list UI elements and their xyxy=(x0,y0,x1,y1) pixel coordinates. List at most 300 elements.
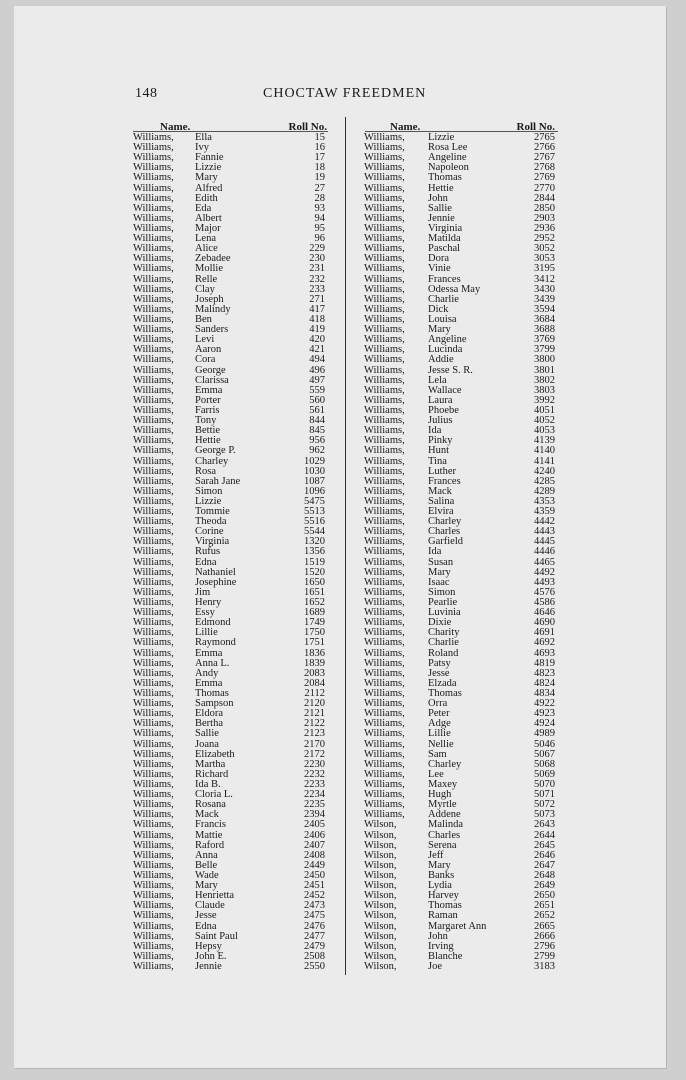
entry-roll-number: 3053 xyxy=(534,253,555,265)
entry-roll-number: 4834 xyxy=(534,688,555,700)
entry-surname: Wilson, xyxy=(364,869,397,881)
entry-roll-number: 417 xyxy=(309,303,325,315)
entry-roll-number: 5475 xyxy=(304,495,325,507)
entry-surname: Williams, xyxy=(364,495,405,507)
entry-surname: Williams, xyxy=(364,728,405,740)
entry-given-name: Mack xyxy=(195,809,219,821)
entry-surname: Williams, xyxy=(133,425,174,437)
entry-surname: Williams, xyxy=(364,627,405,639)
entry-given-name: Luvinia xyxy=(428,607,461,619)
entry-surname: Williams, xyxy=(364,253,405,265)
entry-surname: Wilson, xyxy=(364,839,397,851)
entry-roll-number: 4576 xyxy=(534,586,555,598)
entry-given-name: Lena xyxy=(195,233,216,245)
entry-surname: Williams, xyxy=(364,465,405,477)
entry-surname: Williams, xyxy=(133,344,174,356)
entry-roll-number: 418 xyxy=(309,313,325,325)
entry-given-name: Charley xyxy=(428,758,462,770)
entry-given-name: Vinie xyxy=(428,263,451,275)
entry-roll-number: 419 xyxy=(309,324,325,336)
entry-surname: Williams, xyxy=(133,728,174,740)
entry-surname: Williams, xyxy=(364,647,405,659)
entry-roll-number: 4690 xyxy=(534,617,555,629)
entry-surname: Williams, xyxy=(133,637,174,649)
entry-given-name: Ida xyxy=(428,425,442,437)
entry-roll-number: 2649 xyxy=(534,880,555,892)
entry-roll-number: 845 xyxy=(309,425,325,437)
entry-roll-number: 2767 xyxy=(534,152,555,164)
entry-roll-number: 4140 xyxy=(534,445,555,457)
entry-roll-number: 4446 xyxy=(534,546,555,558)
entry-roll-number: 496 xyxy=(309,364,325,376)
column-divider xyxy=(345,117,346,975)
entry-roll-number: 3195 xyxy=(534,263,555,275)
entry-surname: Williams, xyxy=(133,607,174,619)
entry-roll-number: 229 xyxy=(309,243,325,255)
entry-given-name: Clarissa xyxy=(195,374,229,386)
entry-roll-number: 2172 xyxy=(304,748,325,760)
entry-given-name: Sanders xyxy=(195,324,229,336)
entry-surname: Williams, xyxy=(364,324,405,336)
entry-roll-number: 4359 xyxy=(534,506,555,518)
entry-given-name: Joe xyxy=(428,960,442,972)
entry-surname: Williams, xyxy=(364,718,405,730)
entry-given-name: Alfred xyxy=(195,182,223,194)
entry-surname: Williams, xyxy=(364,152,405,164)
entry-given-name: Relle xyxy=(195,273,218,285)
entry-surname: Williams, xyxy=(364,455,405,467)
entry-roll-number: 2394 xyxy=(304,809,325,821)
roll-entry xyxy=(133,962,333,972)
entry-roll-number: 560 xyxy=(309,394,325,406)
entry-surname: Williams, xyxy=(364,597,405,609)
entry-given-name: Charles xyxy=(428,829,461,841)
entry-surname: Wilson, xyxy=(364,859,397,871)
entry-given-name: Laura xyxy=(428,394,453,406)
entry-roll-number: 2408 xyxy=(304,849,325,861)
entry-roll-number: 5070 xyxy=(534,779,555,790)
entry-surname: Williams, xyxy=(133,859,174,871)
entry-roll-number: 27 xyxy=(314,182,325,194)
right-column xyxy=(364,121,559,972)
entry-roll-number: 4989 xyxy=(534,728,555,740)
entry-given-name: Jesse S. R. xyxy=(428,364,473,376)
entry-roll-number: 1650 xyxy=(304,576,325,588)
entry-surname: Williams, xyxy=(133,374,174,386)
entry-surname: Williams, xyxy=(364,738,405,750)
entry-roll-number: 96 xyxy=(314,233,325,245)
right-roll-list xyxy=(364,133,559,972)
entry-given-name: Josephine xyxy=(195,576,237,588)
entry-surname: Williams, xyxy=(364,586,405,598)
entry-surname: Williams, xyxy=(133,404,174,416)
entry-roll-number: 2769 xyxy=(534,172,555,184)
entry-given-name: Hugh xyxy=(428,789,452,801)
entry-surname: Wilson, xyxy=(364,890,397,902)
entry-surname: Williams, xyxy=(133,849,174,861)
entry-roll-number: 93 xyxy=(314,202,325,214)
entry-surname: Williams, xyxy=(364,273,405,285)
entry-roll-number: 4646 xyxy=(534,607,555,619)
entry-surname: Williams, xyxy=(133,768,174,780)
entry-given-name: Dora xyxy=(428,253,449,265)
entry-surname: Williams, xyxy=(133,869,174,881)
entry-given-name: Maxey xyxy=(428,779,458,790)
entry-surname: Williams, xyxy=(133,415,174,427)
entry-roll-number: 4923 xyxy=(534,708,555,720)
entry-surname: Williams, xyxy=(364,334,405,346)
entry-given-name: Lillie xyxy=(428,728,451,740)
entry-given-name: Ella xyxy=(195,132,212,143)
entry-surname: Williams, xyxy=(133,192,174,204)
entry-surname: Williams, xyxy=(133,880,174,892)
entry-surname: Williams, xyxy=(133,576,174,588)
entry-given-name: Irving xyxy=(428,940,454,952)
entry-roll-number: 2230 xyxy=(304,758,325,770)
entry-roll-number: 233 xyxy=(309,283,325,295)
page-title: CHOCTAW FREEDMEN xyxy=(263,86,427,101)
entry-given-name: Garfield xyxy=(428,536,463,548)
name-column-label: Name. xyxy=(160,121,191,133)
roll-entry xyxy=(133,911,333,921)
entry-given-name: George P. xyxy=(195,445,236,457)
entry-surname: Williams, xyxy=(364,313,405,325)
entry-given-name: Emma xyxy=(195,677,223,689)
entry-given-name: Andy xyxy=(195,667,219,679)
entry-given-name: Margaret Ann xyxy=(428,920,487,932)
entry-surname: Wilson, xyxy=(364,930,397,942)
entry-given-name: Joana xyxy=(195,738,219,750)
entry-given-name: Alice xyxy=(195,243,218,255)
entry-roll-number: 561 xyxy=(309,404,325,416)
entry-given-name: Sarah Jane xyxy=(195,475,241,487)
entry-given-name: Malindy xyxy=(195,303,231,315)
entry-roll-number: 4586 xyxy=(534,597,555,609)
entry-given-name: George xyxy=(195,364,226,376)
entry-roll-number: 231 xyxy=(309,263,325,275)
entry-given-name: Raymond xyxy=(195,637,236,649)
entry-roll-number: 16 xyxy=(314,142,325,154)
entry-given-name: Rosa Lee xyxy=(428,142,468,154)
entry-roll-number: 2508 xyxy=(304,950,325,962)
entry-surname: Williams, xyxy=(364,556,405,568)
entry-roll-number: 232 xyxy=(309,273,325,285)
entry-given-name: Harvey xyxy=(428,890,459,902)
entry-surname: Williams, xyxy=(133,465,174,477)
entry-given-name: Sam xyxy=(428,748,447,760)
entry-roll-number: 2643 xyxy=(534,819,555,831)
entry-given-name: Thomas xyxy=(195,688,229,700)
entry-roll-number: 4353 xyxy=(534,495,555,507)
entry-surname: Williams, xyxy=(364,768,405,780)
entry-given-name: Henry xyxy=(195,597,222,609)
entry-surname: Williams, xyxy=(364,354,405,366)
entry-given-name: Charlie xyxy=(428,637,459,649)
entry-roll-number: 3430 xyxy=(534,283,555,295)
entry-roll-number: 1751 xyxy=(304,637,325,649)
entry-given-name: Addene xyxy=(428,809,461,821)
entry-roll-number: 2952 xyxy=(534,233,555,245)
entry-surname: Williams, xyxy=(133,829,174,841)
entry-roll-number: 494 xyxy=(309,354,325,366)
entry-surname: Williams, xyxy=(133,799,174,811)
entry-given-name: Hepsy xyxy=(195,940,222,952)
entry-given-name: Frances xyxy=(428,475,461,487)
entry-given-name: Charity xyxy=(428,627,460,639)
entry-surname: Williams, xyxy=(133,182,174,194)
document-page xyxy=(14,6,666,1068)
entry-surname: Williams, xyxy=(133,475,174,487)
entry-surname: Williams, xyxy=(364,404,405,416)
entry-roll-number: 2123 xyxy=(304,728,325,740)
entry-surname: Williams, xyxy=(133,455,174,467)
entry-given-name: Farris xyxy=(195,404,220,416)
entry-given-name: Sampson xyxy=(195,698,234,710)
entry-roll-number: 2112 xyxy=(304,688,325,700)
entry-surname: Williams, xyxy=(364,475,405,487)
entry-surname: Williams, xyxy=(133,172,174,184)
entry-given-name: Cloria L. xyxy=(195,789,233,801)
entry-roll-number: 2406 xyxy=(304,829,325,841)
entry-roll-number: 1356 xyxy=(304,546,325,558)
entry-roll-number: 3803 xyxy=(534,384,555,396)
entry-given-name: Edna xyxy=(195,556,217,568)
entry-surname: Williams, xyxy=(133,536,174,548)
entry-given-name: Angeline xyxy=(428,152,467,164)
entry-roll-number: 2903 xyxy=(534,212,555,224)
entry-given-name: Hettie xyxy=(428,182,454,194)
entry-given-name: Emma xyxy=(195,384,223,396)
entry-roll-number: 5071 xyxy=(534,789,555,801)
entry-surname: Williams, xyxy=(364,536,405,548)
entry-roll-number: 2450 xyxy=(304,869,325,881)
entry-given-name: Wallace xyxy=(428,384,462,396)
entry-roll-number: 2796 xyxy=(534,940,555,952)
entry-given-name: Jesse xyxy=(428,667,450,679)
entry-given-name: Peter xyxy=(428,708,450,720)
entry-given-name: Elvira xyxy=(428,506,454,518)
entry-roll-number: 4691 xyxy=(534,627,555,639)
entry-roll-number: 2407 xyxy=(304,839,325,851)
entry-surname: Williams, xyxy=(133,556,174,568)
entry-given-name: Aaron xyxy=(195,344,222,356)
entry-surname: Williams, xyxy=(364,566,405,578)
roll-entry xyxy=(133,355,333,365)
entry-surname: Wilson, xyxy=(364,940,397,952)
entry-given-name: Thomas xyxy=(428,688,462,700)
entry-surname: Wilson, xyxy=(364,849,397,861)
entry-roll-number: 5068 xyxy=(534,758,555,770)
entry-given-name: Richard xyxy=(195,768,229,780)
entry-surname: Williams, xyxy=(133,222,174,234)
entry-roll-number: 2232 xyxy=(304,768,325,780)
entry-surname: Williams, xyxy=(133,779,174,790)
entry-roll-number: 1320 xyxy=(304,536,325,548)
entry-surname: Williams, xyxy=(133,526,174,538)
entry-roll-number: 4824 xyxy=(534,677,555,689)
entry-given-name: Jim xyxy=(195,586,211,598)
entry-roll-number: 4492 xyxy=(534,566,555,578)
roll-entry xyxy=(364,355,559,365)
entry-given-name: Jesse xyxy=(195,910,217,922)
entry-surname: Williams, xyxy=(133,708,174,720)
entry-roll-number: 5073 xyxy=(534,809,555,821)
entry-given-name: Orra xyxy=(428,698,448,710)
entry-surname: Williams, xyxy=(133,900,174,912)
entry-given-name: Susan xyxy=(428,556,454,568)
entry-given-name: Lee xyxy=(428,768,444,780)
entry-surname: Williams, xyxy=(364,637,405,649)
entry-surname: Williams, xyxy=(133,324,174,336)
entry-roll-number: 3052 xyxy=(534,243,555,255)
entry-roll-number: 2550 xyxy=(304,960,325,972)
entry-given-name: Fannie xyxy=(195,152,224,164)
entry-roll-number: 2799 xyxy=(534,950,555,962)
entry-surname: Williams, xyxy=(133,152,174,164)
entry-surname: Williams, xyxy=(364,192,405,204)
entry-given-name: Mary xyxy=(428,859,451,871)
entry-roll-number: 421 xyxy=(309,344,325,356)
entry-given-name: Mack xyxy=(428,485,452,497)
entry-given-name: Clay xyxy=(195,283,215,295)
entry-roll-number: 2644 xyxy=(534,829,555,841)
entry-roll-number: 2648 xyxy=(534,869,555,881)
entry-given-name: Lucinda xyxy=(428,344,463,356)
entry-surname: Williams, xyxy=(133,738,174,750)
entry-given-name: Nathaniel xyxy=(195,566,236,578)
entry-given-name: John xyxy=(428,192,448,204)
entry-given-name: Essy xyxy=(195,607,215,619)
entry-given-name: Blanche xyxy=(428,950,463,962)
entry-given-name: Eda xyxy=(195,202,212,214)
entry-roll-number: 5516 xyxy=(304,516,325,528)
entry-roll-number: 3992 xyxy=(534,394,555,406)
entry-roll-number: 3800 xyxy=(534,354,555,366)
entry-roll-number: 3183 xyxy=(534,960,555,972)
entry-roll-number: 2936 xyxy=(534,222,555,234)
entry-given-name: Elzada xyxy=(428,677,457,689)
entry-surname: Williams, xyxy=(133,485,174,497)
entry-given-name: Isaac xyxy=(428,576,450,588)
entry-surname: Williams, xyxy=(364,172,405,184)
entry-surname: Williams, xyxy=(133,435,174,447)
entry-surname: Williams, xyxy=(133,546,174,558)
entry-surname: Williams, xyxy=(133,263,174,275)
entry-roll-number: 2120 xyxy=(304,698,325,710)
entry-given-name: Matilda xyxy=(428,233,461,245)
entry-given-name: Edith xyxy=(195,192,218,204)
entry-roll-number: 5513 xyxy=(304,506,325,518)
entry-roll-number: 4240 xyxy=(534,465,555,477)
entry-given-name: Adge xyxy=(428,718,451,730)
entry-roll-number: 2084 xyxy=(304,677,325,689)
entry-given-name: Sallie xyxy=(428,202,452,214)
entry-surname: Wilson, xyxy=(364,900,397,912)
entry-given-name: Thomas xyxy=(428,172,462,184)
entry-surname: Williams, xyxy=(133,273,174,285)
entry-surname: Williams, xyxy=(364,425,405,437)
entry-surname: Williams, xyxy=(364,789,405,801)
entry-roll-number: 1096 xyxy=(304,485,325,497)
roll-entry xyxy=(133,264,333,274)
entry-given-name: Wade xyxy=(195,869,219,881)
entry-given-name: Ida B. xyxy=(195,779,221,790)
entry-given-name: Julius xyxy=(428,415,453,427)
roll-entry xyxy=(364,264,559,274)
entry-given-name: Mollie xyxy=(195,263,223,275)
entry-given-name: Patsy xyxy=(428,657,451,669)
entry-surname: Williams, xyxy=(364,516,405,528)
entry-given-name: Joseph xyxy=(195,293,224,305)
entry-surname: Williams, xyxy=(133,384,174,396)
entry-surname: Williams, xyxy=(364,142,405,154)
entry-surname: Williams, xyxy=(364,445,405,457)
entry-roll-number: 95 xyxy=(314,222,325,234)
entry-roll-number: 1749 xyxy=(304,617,325,629)
roll-entry xyxy=(364,962,559,972)
entry-roll-number: 1651 xyxy=(304,586,325,598)
entry-surname: Williams, xyxy=(133,334,174,346)
entry-roll-number: 2666 xyxy=(534,930,555,942)
entry-surname: Williams, xyxy=(364,526,405,538)
left-column xyxy=(133,121,333,972)
entry-roll-number: 2122 xyxy=(304,718,325,730)
entry-roll-number: 2650 xyxy=(534,890,555,902)
entry-surname: Williams, xyxy=(133,586,174,598)
entry-given-name: Jennie xyxy=(195,960,222,972)
entry-roll-number: 3684 xyxy=(534,313,555,325)
entry-roll-number: 5046 xyxy=(534,738,555,750)
entry-given-name: Bertha xyxy=(195,718,223,730)
entry-surname: Williams, xyxy=(133,364,174,376)
entry-surname: Wilson, xyxy=(364,880,397,892)
entry-given-name: Jennie xyxy=(428,212,455,224)
entry-surname: Williams, xyxy=(133,930,174,942)
entry-surname: Williams, xyxy=(364,758,405,770)
entry-given-name: Albert xyxy=(195,212,222,224)
entry-surname: Williams, xyxy=(364,202,405,214)
entry-surname: Williams, xyxy=(364,132,405,143)
entry-surname: Williams, xyxy=(133,354,174,366)
entry-roll-number: 2651 xyxy=(534,900,555,912)
entry-roll-number: 2451 xyxy=(304,880,325,892)
entry-given-name: Cora xyxy=(195,354,216,366)
entry-surname: Williams, xyxy=(364,677,405,689)
entry-given-name: John E. xyxy=(195,950,227,962)
entry-roll-number: 497 xyxy=(309,374,325,386)
entry-roll-number: 2475 xyxy=(304,910,325,922)
entry-roll-number: 2850 xyxy=(534,202,555,214)
entry-roll-number: 4053 xyxy=(534,425,555,437)
entry-surname: Williams, xyxy=(133,688,174,700)
entry-surname: Williams, xyxy=(364,303,405,315)
entry-roll-number: 1087 xyxy=(304,475,325,487)
entry-roll-number: 19 xyxy=(314,172,325,184)
entry-surname: Wilson, xyxy=(364,819,397,831)
entry-roll-number: 1836 xyxy=(304,647,325,659)
entry-given-name: Edna xyxy=(195,920,217,932)
entry-roll-number: 2121 xyxy=(304,708,325,720)
entry-surname: Williams, xyxy=(133,162,174,174)
entry-given-name: Addie xyxy=(428,354,454,366)
page-header xyxy=(0,86,686,106)
entry-roll-number: 4139 xyxy=(534,435,555,447)
entry-surname: Williams, xyxy=(133,445,174,457)
entry-surname: Williams, xyxy=(133,495,174,507)
left-roll-list xyxy=(133,133,333,972)
entry-given-name: Odessa May xyxy=(428,283,481,295)
entry-given-name: Mary xyxy=(195,880,218,892)
